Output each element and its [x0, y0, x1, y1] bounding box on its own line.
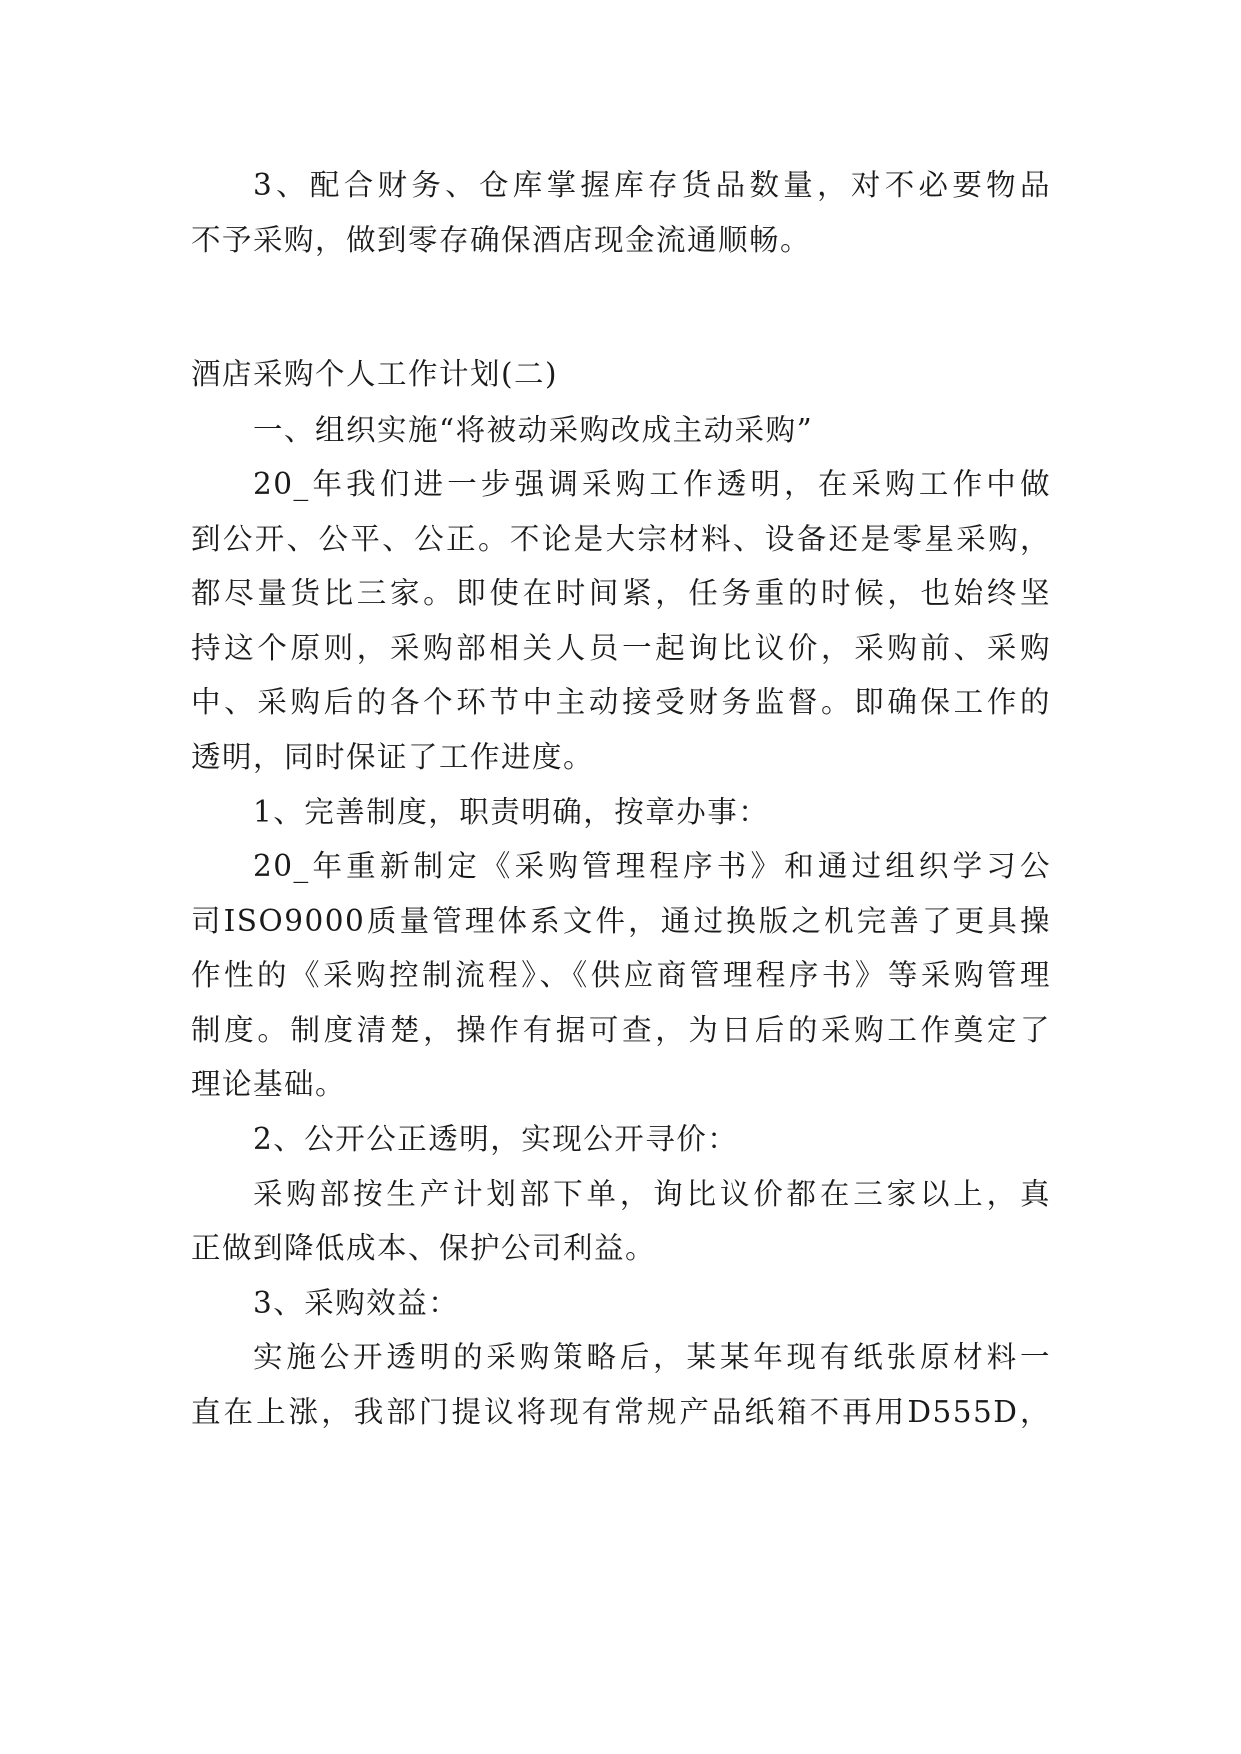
- heading-line: 2、公开公正透明，实现公开寻价：: [253, 1122, 739, 1156]
- paragraph-line: 不予采购，做到零存确保酒店现金流通顺畅。: [191, 223, 812, 257]
- paragraph-line: 20_年重新制定《采购管理程序书》和通过组织学习公: [253, 849, 1051, 883]
- paragraph-line: 作性的《采购控制流程》、《供应商管理程序书》等采购管理: [191, 958, 1051, 992]
- paragraph-line: 直在上涨，我部门提议将现有常规产品纸箱不再用D555D，: [191, 1395, 1051, 1429]
- paragraph-line: 正做到降低成本、保护公司利益。: [191, 1231, 657, 1265]
- paragraph-line: 20_年我们进一步强调采购工作透明，在采购工作中做: [253, 467, 1051, 501]
- paragraph-line: 采购部按生产计划部下单，询比议价都在三家以上，真: [253, 1177, 1051, 1211]
- paragraph-line: 都尽量货比三家。即使在时间紧，任务重的时候，也始终坚: [191, 576, 1051, 610]
- paragraph-line: 制度。制度清楚，操作有据可查，为日后的采购工作奠定了: [191, 1013, 1051, 1047]
- paragraph-line: 理论基础。: [191, 1067, 347, 1101]
- heading-line: 一、组织实施“将被动采购改成主动采购”: [253, 413, 814, 447]
- paragraph-line: 实施公开透明的采购策略后，某某年现有纸张原材料一: [253, 1340, 1051, 1374]
- paragraph-line: 3、配合财务、仓库掌握库存货品数量，对不必要物品: [253, 168, 1051, 202]
- paragraph-line: 中、采购后的各个环节中主动接受财务监督。即确保工作的: [191, 685, 1051, 719]
- paragraph-line: 持这个原则，采购部相关人员一起询比议价，采购前、采购: [191, 631, 1051, 665]
- paragraph-line: 透明，同时保证了工作进度。: [191, 740, 595, 774]
- paragraph-line: 到公开、公平、公正。不论是大宗材料、设备还是零星采购，: [191, 522, 1051, 556]
- section-title: 酒店采购个人工作计划(二): [191, 357, 559, 391]
- heading-line: 1、完善制度，职责明确，按章办事：: [253, 795, 770, 829]
- heading-line: 3、采购效益：: [253, 1286, 460, 1320]
- paragraph-line: 司ISO9000质量管理体系文件，通过换版之机完善了更具操: [191, 904, 1051, 938]
